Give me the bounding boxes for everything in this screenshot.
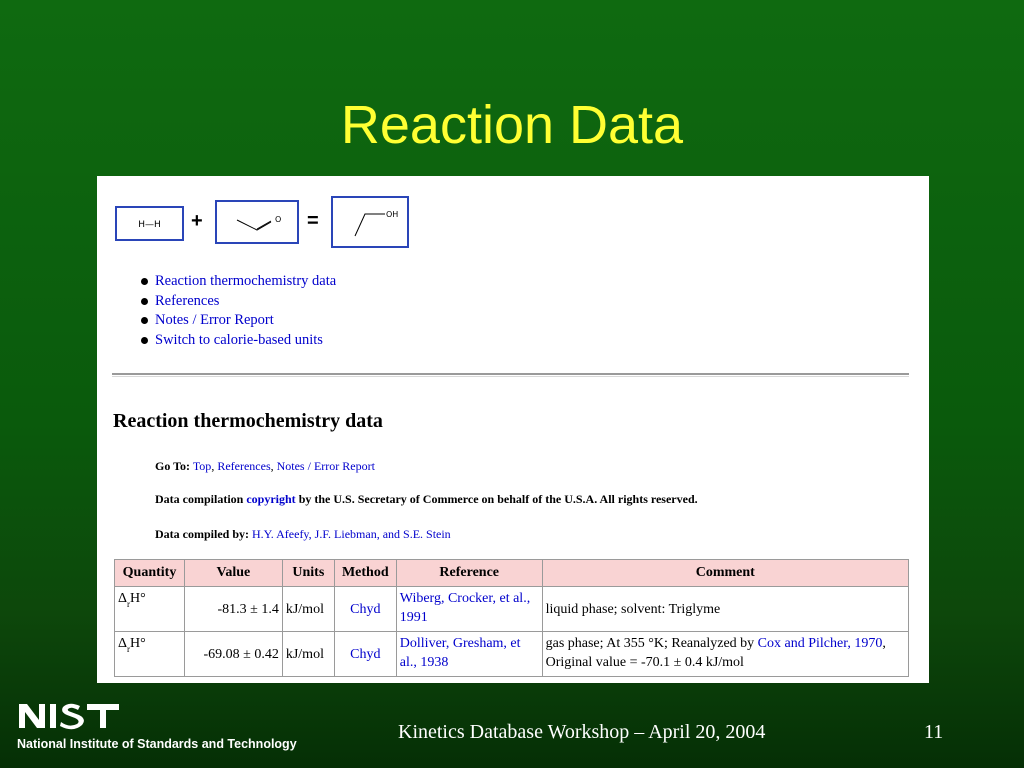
cell-value: -81.3 ± 1.4 [184,587,282,632]
goto-label: Go To: [155,459,191,473]
header-reference: Reference [396,560,542,587]
copyright-line [155,492,698,507]
header-quantity: Quantity [115,560,185,587]
svg-text:OH: OH [386,210,399,219]
toc-link-calorie-units[interactable]: Switch to calorie-based units [139,331,336,351]
slide-title: Reaction Data [340,95,684,155]
equals-sign: = [307,210,319,232]
table-row [115,632,909,677]
cell-quantity: $\Delta_rH^\circ$ [115,587,185,632]
cell-units: kJ/mol [282,587,334,632]
acetaldehyde-structure-icon [217,202,297,242]
cell-method-link[interactable]: Chyd [334,632,396,677]
ethanol-structure-icon [333,198,407,246]
copyright-prefix: Data compilation [155,492,244,506]
toc-link-notes[interactable]: Notes / Error Report [139,311,336,331]
goto-link-notes[interactable]: Notes / Error Report [276,459,375,473]
table-of-contents [139,272,336,350]
header-value: Value [184,560,282,587]
ethanol-molecule-box[interactable] [331,196,409,248]
reaction-equation [115,198,515,250]
table-row [115,587,909,632]
comment-link-cox-pilcher[interactable]: Cox and Pilcher, 1970 [757,636,883,651]
thermochemistry-table [114,559,909,677]
hydrogen-structure-icon [117,208,182,239]
cell-units: kJ/mol [282,632,334,677]
copyright-suffix: by the U.S. Secretary of Commerce on behalf of the U.S.A. All rights reserved. [298,492,698,506]
toc-link-thermochemistry[interactable]: Reaction thermochemistry data [139,272,336,292]
cell-method-link[interactable]: Chyd [334,587,396,632]
goto-link-references[interactable]: References [217,459,271,473]
goto-line: Go To: Top, References, Notes / Error Report [155,459,375,473]
cell-reference-link[interactable]: Dolliver, Gresham, et al., 1938 [396,632,542,677]
webpage-screenshot [97,176,929,683]
hydrogen-molecule-box[interactable] [115,206,184,241]
nist-logo-icon [17,700,121,730]
horizontal-divider [112,373,909,377]
compiled-by-line [155,527,451,542]
compiled-by-link[interactable]: H.Y. Afeefy, J.F. Liebman, and S.E. Stein [252,527,451,541]
toc-link-references[interactable]: References [139,292,336,312]
svg-text:H—H: H—H [138,220,161,230]
cell-quantity: $\Delta_rH^\circ$ [115,632,185,677]
header-comment: Comment [542,560,908,587]
cell-comment: gas phase; At 355 °K; Reanalyzed by Cox and Pilcher, 1970, Original value = -70.1 ± 0.4 kJ/mol [542,632,908,677]
compiled-label: Data compiled by: [155,527,249,541]
nist-logo [17,700,121,735]
copyright-link[interactable]: copyright [246,492,296,506]
table-header-row [115,560,909,587]
cell-value: -69.08 ± 0.42 [184,632,282,677]
page-number: 11 [924,721,944,743]
plus-sign: + [191,210,203,232]
header-method: Method [334,560,396,587]
footer-text: Kinetics Database Workshop – April 20, 2004 [398,721,766,743]
cell-reference-link[interactable]: Wiberg, Crocker, et al., 1991 [396,587,542,632]
svg-text:O: O [275,215,282,224]
header-units: Units [282,560,334,587]
cell-comment: liquid phase; solvent: Triglyme [542,587,908,632]
section-heading: Reaction thermochemistry data [113,410,383,432]
acetaldehyde-molecule-box[interactable] [215,200,299,244]
nist-subtitle: National Institute of Standards and Technology [17,737,297,751]
goto-link-top[interactable]: Top [192,459,212,473]
